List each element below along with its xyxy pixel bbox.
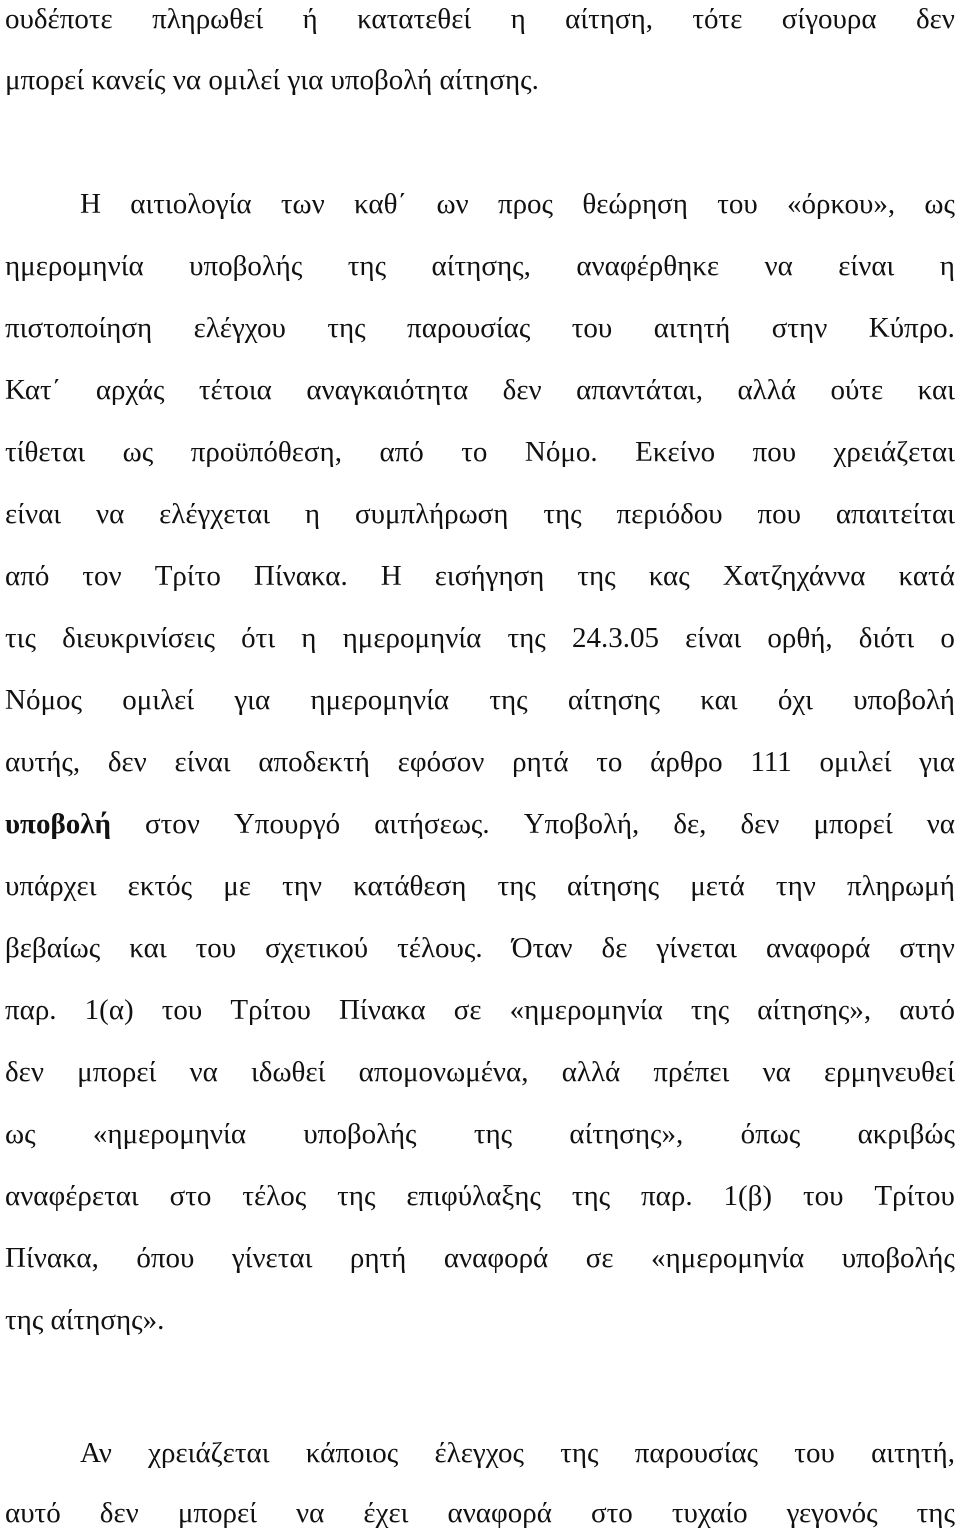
text-line: [5, 373, 955, 407]
word: μετά: [690, 870, 745, 902]
text-line: [5, 435, 955, 469]
word: ημερομηνία: [5, 250, 144, 282]
word: κατάθεση: [353, 870, 467, 902]
word: ομιλεί: [122, 684, 195, 716]
text-line: [5, 1117, 955, 1151]
word: Τρίτου: [874, 1180, 955, 1212]
text-line: [5, 311, 955, 345]
word: Χατζηχάννα: [722, 560, 866, 592]
word: μπορεί: [813, 808, 893, 840]
word: γεγονός: [786, 1497, 878, 1529]
word: Αν: [80, 1437, 112, 1469]
word: εκτός: [127, 870, 193, 902]
word: άρθρο: [650, 746, 723, 778]
text-line: [80, 187, 955, 221]
word: αίτηση,: [565, 3, 654, 35]
text-line: [5, 2, 955, 36]
word: ελέγχου: [193, 312, 286, 344]
text-line: [5, 683, 955, 717]
word: στον: [144, 808, 200, 840]
text-line: [5, 1496, 955, 1530]
word: Υποβολή,: [523, 808, 640, 840]
word: της: [690, 994, 730, 1026]
word: και: [700, 684, 738, 716]
word: είναι: [838, 250, 895, 282]
word: Τρίτο: [154, 560, 221, 592]
text-line: [5, 1179, 955, 1213]
word: είναι: [174, 746, 231, 778]
text-line: [5, 497, 955, 531]
word: ημερομηνία: [342, 622, 482, 654]
word: δεν: [107, 746, 147, 778]
text-line: [5, 621, 955, 655]
word: αυτό: [899, 994, 955, 1026]
word: προς: [497, 188, 554, 220]
word: παρ.: [5, 994, 57, 1026]
word: της: [347, 250, 387, 282]
word: αποδεκτή: [258, 746, 370, 778]
word: αναφορά: [443, 1242, 549, 1274]
word: της: [473, 1118, 513, 1150]
word: 24.3.05: [571, 622, 659, 654]
word: πρέπει: [653, 1056, 730, 1088]
word: δεν: [915, 3, 955, 35]
word: δεν: [99, 1497, 139, 1529]
word: της: [571, 1180, 611, 1212]
word: καθ΄: [354, 188, 408, 220]
word: του: [571, 312, 613, 344]
word: εισήγηση: [434, 560, 545, 592]
word: των: [280, 188, 325, 220]
word: τότε: [692, 3, 743, 35]
word: 111: [750, 746, 792, 778]
word: «ημερομηνία: [92, 1118, 247, 1150]
word: αιτητή: [653, 312, 731, 344]
text-line: [5, 249, 955, 283]
word: αίτησης»,: [757, 994, 872, 1026]
word: γίνεται: [656, 932, 737, 964]
word: απαιτείται: [835, 498, 955, 530]
word: κας: [648, 560, 690, 592]
word: με: [223, 870, 251, 902]
word: αίτησης,: [431, 250, 531, 282]
word: μπορεί: [77, 1056, 157, 1088]
word: όπως: [740, 1118, 801, 1150]
word: αίτησης: [566, 870, 660, 902]
word: σε: [453, 994, 482, 1026]
word: στην: [899, 932, 955, 964]
word: η: [301, 622, 317, 654]
word: υποβολή: [5, 808, 111, 840]
word: σχετικού: [265, 932, 369, 964]
word: έχει: [363, 1497, 409, 1529]
word: γίνεται: [231, 1242, 313, 1274]
word: υποβολής: [189, 250, 303, 282]
word: ημερομηνία: [310, 684, 450, 716]
word: συμπλήρωση: [354, 498, 509, 530]
word: αιτιολογία: [130, 188, 252, 220]
word: του: [161, 994, 203, 1026]
word: διότι: [858, 622, 915, 654]
word: Κύπρο.: [868, 312, 955, 344]
word: να: [189, 1056, 218, 1088]
word: τέτοια: [198, 374, 272, 406]
word: ούτε: [830, 374, 884, 406]
word: παρ.: [641, 1180, 693, 1212]
word: να: [926, 808, 955, 840]
word: ομιλεί: [819, 746, 892, 778]
text-line: [5, 807, 955, 841]
word: κατατεθεί: [357, 3, 472, 35]
word: ως: [924, 188, 955, 220]
word: του: [195, 932, 237, 964]
text-line: [5, 559, 955, 593]
text-line: [80, 1436, 955, 1470]
word: 1(α): [84, 994, 134, 1026]
word: ως: [122, 436, 154, 468]
word: τέλος: [242, 1180, 307, 1212]
word: του: [802, 1180, 844, 1212]
word: «όρκου»,: [787, 188, 896, 220]
word: σίγουρα: [781, 3, 877, 35]
word: ο: [940, 622, 955, 654]
word: την: [282, 870, 323, 902]
word: την: [775, 870, 816, 902]
word: δε,: [673, 808, 707, 840]
word: η: [939, 250, 955, 282]
word: ότι: [241, 622, 276, 654]
word: ων: [436, 188, 469, 220]
word: δε: [601, 932, 628, 964]
word: κάποιος: [305, 1437, 399, 1469]
word: «ημερομηνία: [509, 994, 663, 1026]
word: υποβολής: [841, 1242, 955, 1274]
word: εφόσον: [397, 746, 485, 778]
word: ερμηνευθεί: [824, 1056, 955, 1088]
word: κατά: [898, 560, 955, 592]
word: αναφορά: [765, 932, 871, 964]
word: χρειάζεται: [833, 436, 955, 468]
word: να: [762, 1056, 791, 1088]
word: το: [596, 746, 623, 778]
word: αλλά: [561, 1056, 621, 1088]
word: υποβολής: [303, 1118, 417, 1150]
word: Όταν: [511, 932, 573, 964]
word: ρητή: [349, 1242, 407, 1274]
word: «ημερομηνία: [651, 1242, 805, 1274]
word: της: [489, 684, 528, 716]
word: ιδωθεί: [251, 1056, 326, 1088]
word: δεν: [502, 374, 542, 406]
word: του: [794, 1437, 835, 1469]
word: βεβαίως: [5, 932, 101, 964]
word: υποβολή: [853, 684, 955, 716]
word: και: [917, 374, 955, 406]
word: πιστοποίηση: [5, 312, 153, 344]
text-line: [5, 869, 955, 903]
word: δεν: [5, 1056, 44, 1088]
word: ρητά: [512, 746, 569, 778]
word: της: [337, 1180, 376, 1212]
word: της: [327, 312, 366, 344]
text-line: [5, 1241, 955, 1275]
word: αναφέρθηκε: [576, 250, 720, 282]
word: να: [296, 1497, 325, 1529]
word: είναι: [685, 622, 742, 654]
word: πληρωμή: [846, 870, 955, 902]
word: τυχαίο: [671, 1497, 748, 1529]
word: Πίνακα: [338, 994, 426, 1026]
word: Πίνακα.: [253, 560, 348, 592]
word: της: [497, 870, 536, 902]
word: έλεγχος: [434, 1437, 524, 1469]
word: επιφύλαξης: [406, 1180, 541, 1212]
text-line: [5, 931, 955, 965]
word: σε: [585, 1242, 614, 1274]
word: που: [752, 436, 797, 468]
word: απαντάται,: [576, 374, 703, 406]
word: διευκρινίσεις: [62, 622, 216, 654]
text-line: της αίτησης».: [5, 1304, 165, 1336]
word: Εκείνο: [635, 436, 716, 468]
word: θεώρηση: [582, 188, 688, 220]
word: αλλά: [737, 374, 796, 406]
word: είναι: [5, 498, 62, 530]
word: από: [5, 560, 50, 592]
word: ελέγχεται: [159, 498, 271, 530]
word: η: [304, 498, 321, 530]
word: παρουσίας: [634, 1437, 759, 1469]
word: αίτησης»,: [569, 1118, 684, 1150]
word: της: [560, 1437, 599, 1469]
text-line: μπορεί κανείς να ομιλεί για υποβολή αίτησης.: [5, 64, 539, 96]
text-line: [5, 993, 955, 1027]
word: τέλους.: [397, 932, 483, 964]
word: αυτό: [5, 1497, 61, 1529]
word: παρουσίας: [407, 312, 531, 344]
word: τίθεται: [5, 436, 86, 468]
word: αρχάς: [95, 374, 165, 406]
word: Νόμος: [5, 684, 82, 716]
word: Η: [380, 560, 402, 592]
word: στο: [590, 1497, 633, 1529]
word: τον: [82, 560, 122, 592]
word: για: [919, 746, 955, 778]
word: το: [461, 436, 488, 468]
word: αυτής,: [5, 746, 81, 778]
word: Η: [80, 188, 101, 220]
word: Νόμο.: [524, 436, 598, 468]
word: αιτήσεως.: [374, 808, 490, 840]
word: αναφέρεται: [5, 1180, 139, 1212]
word: αναφορά: [447, 1497, 552, 1529]
word: και: [129, 932, 167, 964]
word: στο: [169, 1180, 212, 1212]
word: τις: [5, 622, 36, 654]
word: η: [510, 3, 526, 35]
word: αίτησης: [567, 684, 660, 716]
word: από: [379, 436, 424, 468]
word: όπου: [136, 1242, 195, 1274]
text-line: [5, 745, 955, 779]
word: Υπουργό: [233, 808, 341, 840]
word: που: [757, 498, 801, 530]
word: της: [507, 622, 546, 654]
word: αιτητή,: [871, 1437, 955, 1469]
word: χρειάζεται: [148, 1437, 270, 1469]
word: Πίνακα,: [5, 1242, 99, 1274]
word: ακριβώς: [857, 1118, 955, 1150]
word: Τρίτου: [230, 994, 311, 1026]
word: μπορεί: [177, 1497, 257, 1529]
word: για: [234, 684, 271, 716]
word: πληρωθεί: [152, 3, 264, 35]
word: περιόδου: [616, 498, 723, 530]
word: ως: [5, 1118, 36, 1150]
word: απομονωμένα,: [358, 1056, 529, 1088]
word: Κατ΄: [5, 374, 62, 406]
word: όχι: [777, 684, 813, 716]
word: της: [916, 1497, 955, 1529]
text-line: [5, 1055, 955, 1089]
word: ορθή,: [767, 622, 833, 654]
word: 1(β): [723, 1180, 773, 1212]
word: της: [577, 560, 616, 592]
word: αναγκαιότητα: [306, 374, 469, 406]
word: στην: [771, 312, 828, 344]
word: δεν: [740, 808, 780, 840]
word: του: [717, 188, 758, 220]
word: υπάρχει: [5, 870, 97, 902]
word: της: [543, 498, 582, 530]
word: να: [95, 498, 125, 530]
word: ή: [302, 3, 318, 35]
word: να: [764, 250, 793, 282]
word: προϋπόθεση,: [190, 436, 342, 468]
word: ουδέποτε: [5, 3, 113, 35]
